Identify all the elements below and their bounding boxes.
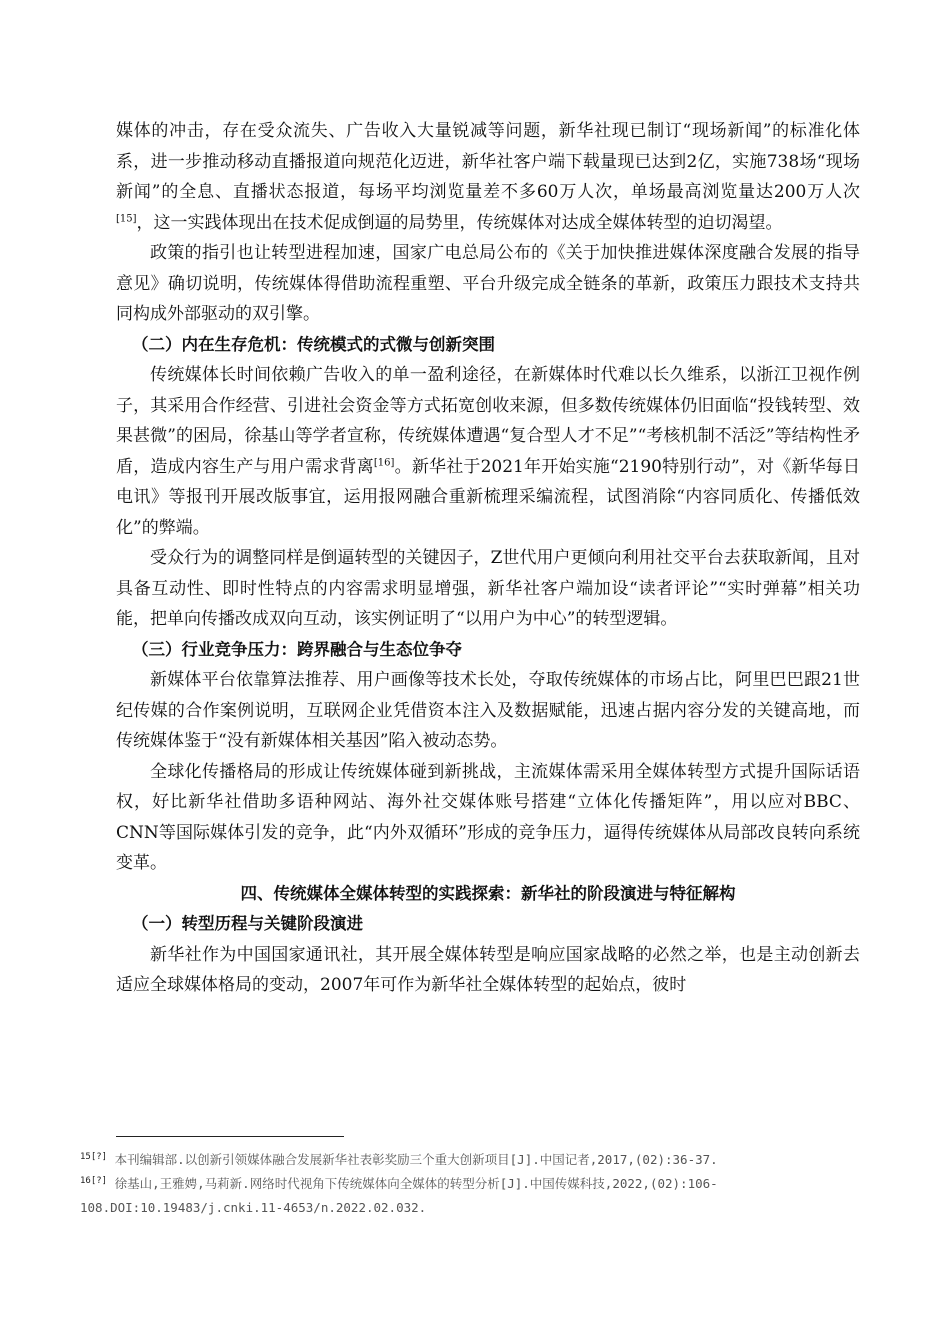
footnotes xyxy=(80,1148,860,1220)
paragraph: 受众行为的调整同样是倒逼转型的关键因子，Z世代用户更倾向利用社交平台去获取新闻，且对具备互动性、即时性特点的内容需求明显增强，新华社客户端加设“读者评论”“实时弹幕”相关功能，把单向传播改成双向互动，该实例证明了“以用户为中心”的转型逻辑。 xyxy=(116,548,860,629)
paragraph: 新媒体平台依靠算法推荐、用户画像等技术长处，夺取传统媒体的市场占比，阿里巴巴跟21世纪传媒的合作案例说明，互联网企业凭借资本注入及数据赋能，迅速占据内容分发的关键高地，而传统媒体鉴于“没有新媒体相关基因”陷入被动态势。 xyxy=(116,670,860,751)
section-heading: （二）内在生存危机：传统模式的式微与创新突围 xyxy=(132,334,495,354)
paragraph: 全球化传播格局的形成让传统媒体碰到新挑战，主流媒体需采用全媒体转型方式提升国际话语权，好比新华社借助多语种网站、海外社交媒体账号搭建“立体化传播矩阵”，用以应对BBC、CNN等国际媒体引发的竞争，此“内外双循环”形成的竞争压力，逼得传统媒体从局部改良转向系统变革。 xyxy=(116,761,860,873)
paragraph: 传统媒体长时间依赖广告收入的单一盈利途径，在新媒体时代难以长久维系，以浙江卫视作例子，其采用合作经营、引进社会资金等方式拓宽创收来源，但多数传统媒体仍旧面临“投钱转型、效果甚微”的困局，徐基山等学者宣称，传统媒体遭遇“复合型人才不足”“考核机制不活泛”等结构性矛盾，造成内容生产与用户需求背离[16]。新华社于2021年开始实施“2190特别行动”，对《新华每日电讯》等报刊开展改版事宜，运用报网融合重新梳理采编流程，试图消除“内容同质化、传播低效化”的弊端。 xyxy=(116,365,860,538)
body-text xyxy=(116,116,860,1001)
paragraph: 媒体的冲击，存在受众流失、广告收入大量锐减等问题，新华社现已制订“现场新闻”的标准化体系，进一步推动移动直播报道向规范化迈进，新华社客户端下载量现已达到2亿，实施738场“现场新闻”的全息、直播状态报道，每场平均浏览量差不多60万人次，单场最高浏览量达200万人次[15]，这一实践体现出在技术促成倒逼的局势里，传统媒体对达成全媒体转型的迫切渴望。 xyxy=(116,121,860,233)
footnote-mark: 15[?] xyxy=(80,1151,108,1162)
section-heading: （三）行业竞争压力：跨界融合与生态位争夺 xyxy=(132,639,462,659)
footnote-divider xyxy=(116,1136,344,1137)
citation-ref: [16] xyxy=(373,456,395,468)
chapter-heading: 四、传统媒体全媒体转型的实践探索：新华社的阶段演进与特征解构 xyxy=(240,883,736,903)
footnote-mark: 16[?] xyxy=(80,1175,108,1186)
footnote: $^{16[?]}$ 徐基山,王雅娉,马莉新.网络时代视角下传统媒体向全媒体的转型分析[J].中国传媒科技,2022,(02):106-108.DOI:10.19483/j.cnki.11-4653/n.2022.02.032. xyxy=(80,1175,718,1215)
paragraph: 新华社作为中国国家通讯社，其开展全媒体转型是响应国家战略的必然之举，也是主动创新去适应全球媒体格局的变动，2007年可作为新华社全媒体转型的起始点，彼时 xyxy=(116,944,860,995)
paragraph: 政策的指引也让转型进程加速，国家广电总局公布的《关于加快推进媒体深度融合发展的指导意见》确切说明，传统媒体得借助流程重塑、平台升级完成全链条的革新，政策压力跟技术支持共同构成外部驱动的双引擎。 xyxy=(116,243,860,324)
citation-ref: [15] xyxy=(116,212,137,224)
section-heading: （一）转型历程与关键阶段演进 xyxy=(132,914,363,933)
footnote: $^{15[?]}$ 本刊编辑部.以创新引领媒体融合发展新华社表彰奖励三个重大创新项目[J].中国记者,2017,(02):36-37. xyxy=(80,1151,718,1167)
